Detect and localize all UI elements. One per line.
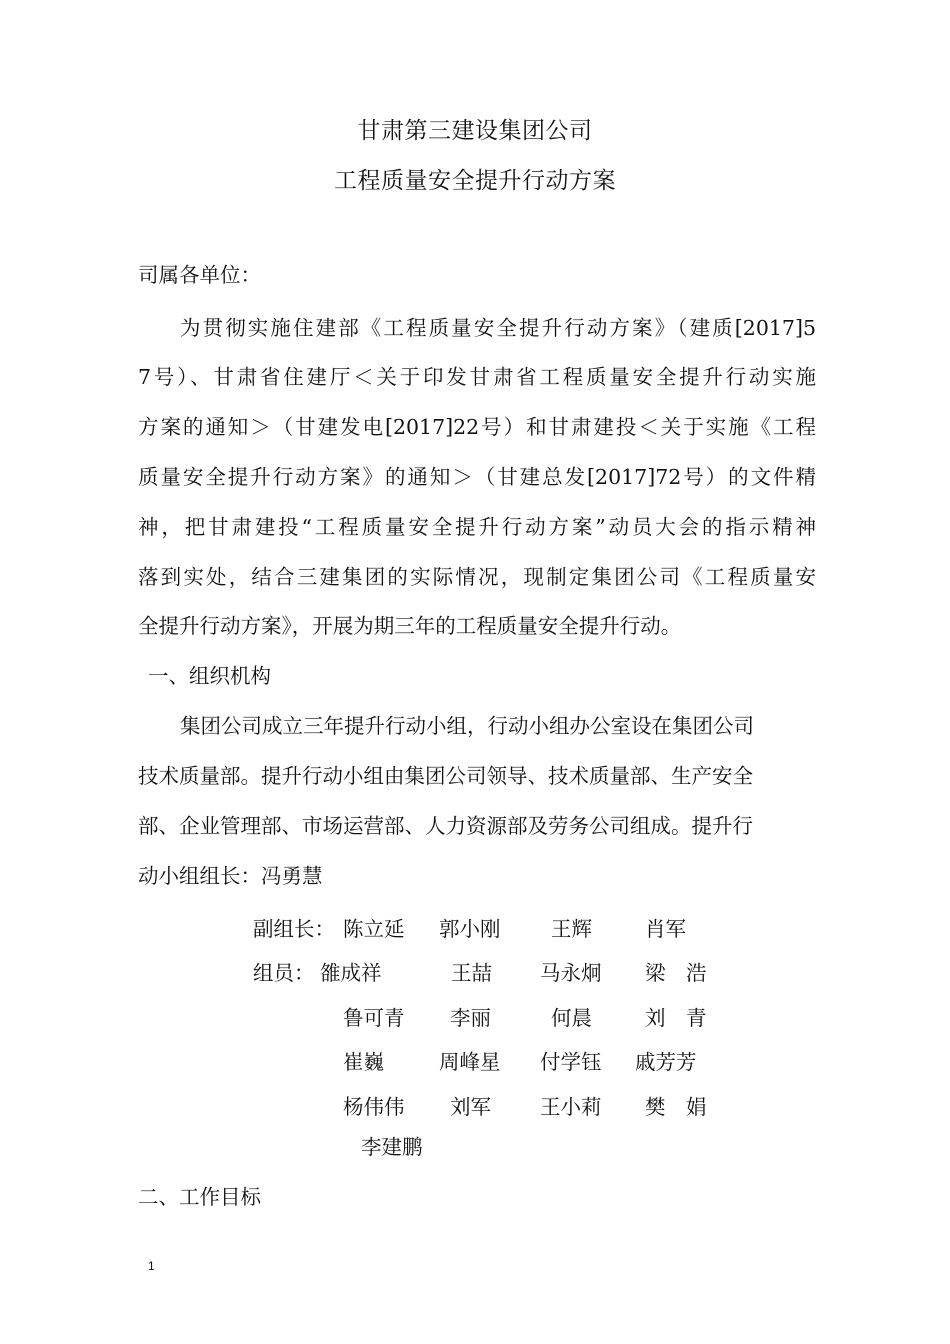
member-name: 鲁可青 [343, 1006, 405, 1030]
salutation: 司属各单位： [138, 263, 261, 287]
section-heading-1: 一、组织机构 [148, 664, 271, 688]
member-name: 王辉 [551, 917, 592, 941]
member-name: 樊 娟 [645, 1095, 707, 1119]
member-name: 梁 浩 [645, 961, 707, 985]
paragraph-line: 全提升行动方案》，开展为期三年的工程质量安全提升行动。 [138, 614, 682, 638]
paragraph-line: 神，把甘肃建投“工程质量安全提升行动方案”动员大会的指示精神 [138, 515, 816, 539]
member-name: 雒成祥 [320, 961, 382, 985]
paragraph-line: 动小组组长：冯勇慧 [138, 864, 323, 888]
member-name: 刘军 [450, 1095, 491, 1119]
member-name: 刘 青 [645, 1006, 707, 1030]
member-name: 李建鹏 [361, 1135, 423, 1159]
document-title-line1: 甘肃第三建设集团公司 [357, 118, 593, 144]
member-name: 周峰星 [439, 1050, 501, 1074]
document-title-line2: 工程质量安全提升行动方案 [334, 168, 616, 194]
member-name: 何晨 [551, 1006, 592, 1030]
member-name: 肖军 [645, 917, 686, 941]
member-name: 李丽 [450, 1006, 491, 1030]
member-name: 陈立延 [343, 917, 405, 941]
page-number: 1 [148, 1259, 155, 1273]
member-name: 付学钰 [540, 1050, 602, 1074]
paragraph-line: 部、企业管理部、市场运营部、人力资源部及劳务公司组成。提升行 [138, 814, 753, 838]
paragraph-line: 质量安全提升行动方案》的通知＞（甘建总发[2017]72号）的文件精 [138, 465, 816, 489]
member-name: 戚芳芳 [635, 1050, 697, 1074]
paragraph-line: 落到实处，结合三建集团的实际情况，现制定集团公司《工程质量安 [138, 565, 816, 589]
paragraph-line: 为贯彻实施住建部《工程质量安全提升行动方案》（建质[2017]5 [180, 316, 816, 340]
member-name: 王喆 [451, 961, 492, 985]
paragraph-line: 集团公司成立三年提升行动小组，行动小组办公室设在集团公司 [180, 714, 754, 738]
member-name: 马永炯 [540, 961, 602, 985]
deputy-label: 副组长： [253, 917, 335, 941]
members-label: 组员： [253, 961, 315, 985]
member-name: 王小莉 [540, 1095, 602, 1119]
paragraph-line: 技术质量部。提升行动小组由集团公司领导、技术质量部、生产安全 [138, 764, 753, 788]
member-name: 杨伟伟 [343, 1095, 405, 1119]
section-heading-2: 二、工作目标 [138, 1185, 261, 1209]
member-name: 崔巍 [343, 1050, 384, 1074]
paragraph-line: 7号）、甘肃省住建厅＜关于印发甘肃省工程质量安全提升行动实施 [138, 365, 816, 389]
paragraph-line: 方案的通知＞（甘建发电[2017]22号）和甘肃建投＜关于实施《工程 [138, 415, 816, 439]
member-name: 郭小刚 [439, 917, 501, 941]
